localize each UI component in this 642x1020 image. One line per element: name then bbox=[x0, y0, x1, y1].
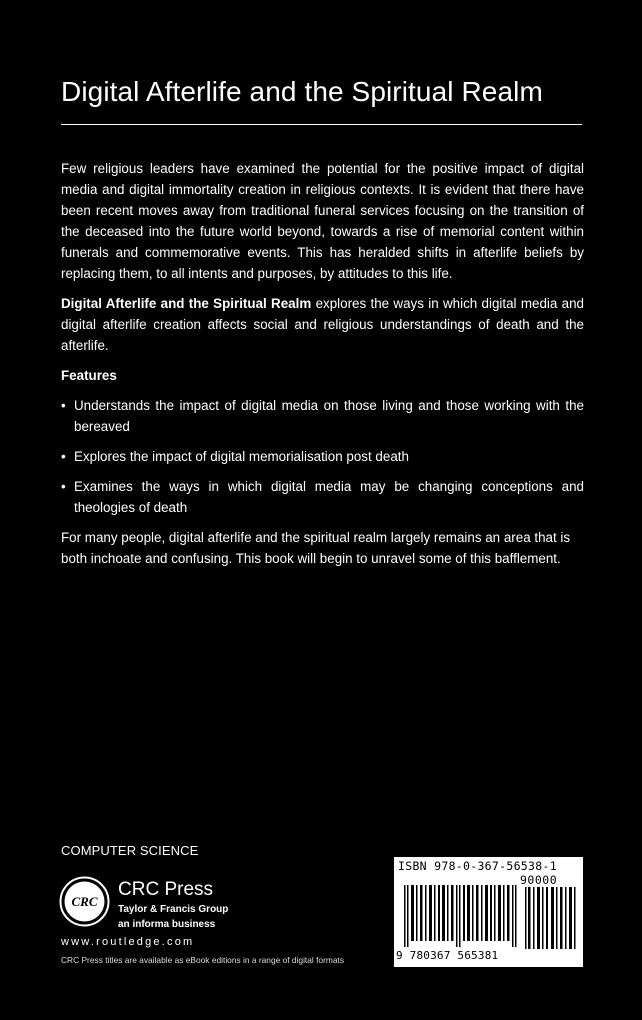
blurb-closing: For many people, digital afterlife and the spiritual realm largely remains an area that is both inchoate and confusing. This book will begin to unravel some of this bafflement. bbox=[61, 530, 571, 566]
feature-item: • Explores the impact of digital memorialisation post death bbox=[61, 446, 584, 467]
ebook-note: CRC Press titles are available as eBook editions in a range of digital formats bbox=[61, 955, 345, 965]
publisher-business: an informa business bbox=[118, 919, 216, 930]
publisher-url: www.routledge.com bbox=[61, 936, 195, 948]
publisher-group: Taylor & Francis Group bbox=[118, 904, 229, 915]
isbn-barcode bbox=[394, 857, 583, 967]
blurb-paragraph-intro: Few religious leaders have examined the potential for the positive impact of digital media and digital immortality creation in religious contexts. It is evident that there have been recent moves away from traditional funeral services focusing on the transition of the deceased into the future world beyond, towards a rise of memorial content within funerals and commemorative events. This has heralded shifts in afterlife beliefs by replacing them, to all intents and purposes, by attitudes to this life. bbox=[61, 161, 584, 281]
crc-press-logo-icon bbox=[59, 876, 110, 927]
bullet-icon: • bbox=[61, 449, 66, 464]
explores-text: explores the ways in which digital media and digital afterlife creation affects social and religious understandings of death and the afterlife. bbox=[61, 296, 584, 353]
subject-category: COMPUTER SCIENCE bbox=[61, 843, 199, 858]
ean-barcode-bars bbox=[402, 885, 522, 947]
inline-book-title: Digital Afterlife and the Spiritual Realm bbox=[61, 296, 312, 311]
back-cover-blurb bbox=[61, 158, 584, 578]
logo-text: CRC bbox=[71, 894, 98, 909]
price-code: 90000 bbox=[520, 873, 558, 887]
price-barcode-bars bbox=[524, 887, 576, 949]
bullet-icon: • bbox=[61, 479, 66, 494]
blurb-paragraph-explores bbox=[61, 293, 584, 356]
feature-item: • Understands the impact of digital media on those living and those working with the bereaved bbox=[61, 395, 584, 437]
title-divider bbox=[61, 124, 582, 125]
isbn-number: ISBN 978-0-367-56538-1 bbox=[398, 859, 557, 873]
features-list bbox=[61, 395, 584, 518]
bullet-icon: • bbox=[61, 398, 66, 413]
publisher-name: CRC Press bbox=[118, 879, 214, 900]
ean-digits: 9 780367 565381 bbox=[396, 949, 499, 962]
features-heading: Features bbox=[61, 368, 117, 383]
feature-item: • Examines the ways in which digital media may be changing conceptions and theologies of death bbox=[61, 476, 584, 518]
book-title: Digital Afterlife and the Spiritual Realm bbox=[61, 76, 543, 107]
